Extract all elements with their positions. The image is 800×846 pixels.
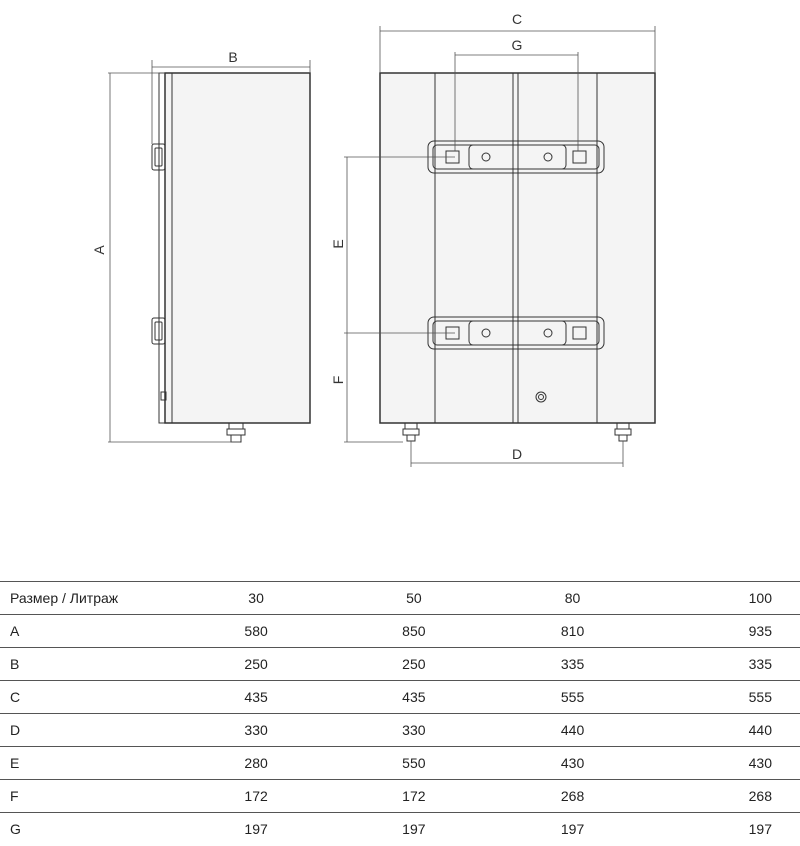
table-cell: 172 <box>402 788 426 804</box>
label-e: E <box>330 239 346 249</box>
table-row <box>0 648 800 681</box>
table-row <box>0 747 800 780</box>
front-view <box>330 11 655 467</box>
table-row <box>0 615 800 648</box>
table-cell: 197 <box>402 821 426 838</box>
table-cell: 197 <box>560 821 585 838</box>
table-cell: 550 <box>402 755 426 771</box>
table-cell: 555 <box>560 689 585 705</box>
table-cell: 430 <box>560 755 585 771</box>
row-label: E <box>10 755 20 771</box>
table-row <box>0 681 800 714</box>
label-c: C <box>511 11 523 27</box>
side-view-back-strip <box>159 73 165 423</box>
side-view-body <box>165 73 310 423</box>
table-cell: 935 <box>748 623 772 639</box>
row-label: F <box>10 788 19 804</box>
table-cell: 250 <box>402 656 426 672</box>
table-cell: 268 <box>560 788 585 804</box>
table-cell: 335 <box>748 656 772 672</box>
label-a: A <box>91 245 107 255</box>
table-cell: 197 <box>244 821 268 838</box>
row-label: B <box>10 656 20 672</box>
row-label: G <box>10 821 21 838</box>
table-cell: 810 <box>560 623 585 639</box>
label-g: G <box>511 37 523 53</box>
table-cell: 435 <box>402 689 426 705</box>
table-cell: 435 <box>244 689 268 705</box>
table-cell: 555 <box>748 689 772 705</box>
table-row <box>0 714 800 747</box>
label-b: B <box>228 49 238 65</box>
table-header-volume: 50 <box>406 590 422 606</box>
row-label: C <box>10 689 21 705</box>
table-cell: 330 <box>244 722 268 738</box>
table-header-row <box>0 582 800 615</box>
label-f: F <box>330 375 346 385</box>
table-cell: 430 <box>748 755 772 771</box>
table-cell: 580 <box>244 623 268 639</box>
table-cell: 440 <box>560 722 585 738</box>
table-cell: 197 <box>748 821 772 838</box>
table-cell: 268 <box>748 788 772 804</box>
table-cell: 250 <box>244 656 268 672</box>
label-d: D <box>511 446 523 462</box>
table-cell: 172 <box>244 788 268 804</box>
row-label: D <box>10 722 21 738</box>
table-header-volume: 80 <box>564 590 581 606</box>
table-row <box>0 813 800 846</box>
table-cell: 440 <box>748 722 772 738</box>
table-cell: 330 <box>402 722 426 738</box>
table-header-volume: 100 <box>748 590 772 606</box>
table-header-label: Размер / Литраж <box>10 590 119 606</box>
table-header-volume: 30 <box>248 590 264 606</box>
side-view <box>91 49 310 442</box>
table-cell: 335 <box>560 656 585 672</box>
table-cell: 280 <box>244 755 268 771</box>
table-row <box>0 780 800 813</box>
row-label: A <box>10 623 20 639</box>
dimensions-table <box>0 581 800 846</box>
table-cell: 850 <box>402 623 426 639</box>
